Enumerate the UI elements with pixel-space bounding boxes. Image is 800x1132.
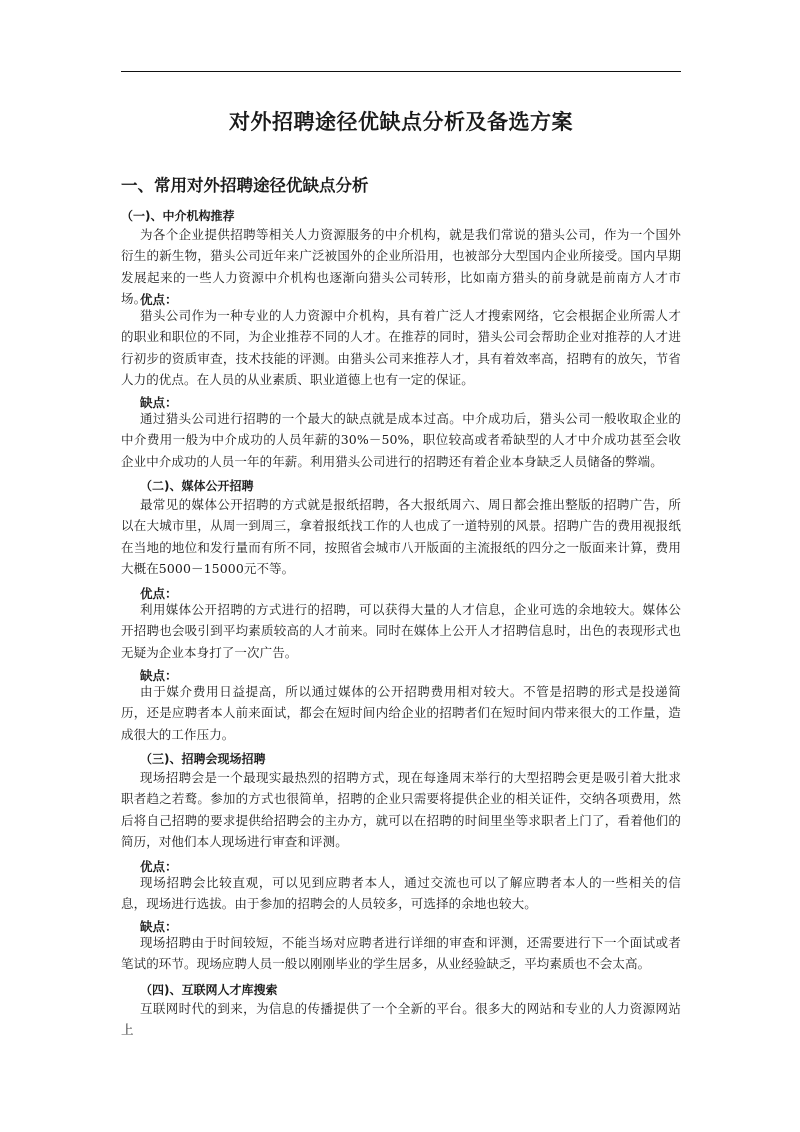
- paragraph-agency-intro: 为各个企业提供招聘等相关人力资源服务的中介机构，就是我们常说的猎头公司，作为一个国外衍生的新生物，猎头公司近年来广泛被国外的企业所沿用，也被部分大型国内企业所接受。国内早期发展起来的一些人力资源中介机构也逐渐向猎头公司转形，比如南方猎头的前身就是前南方人才市场。: [121, 227, 681, 307]
- label-cons-job-fair: 缺点：: [140, 919, 178, 934]
- label-cons-agency: 缺点：: [140, 395, 178, 410]
- label-pros-job-fair: 优点：: [140, 859, 178, 874]
- header-rule: [121, 71, 681, 72]
- paragraph-job-fair-cons: 现场招聘由于时间较短，不能当场对应聘者进行详细的审查和评测，还需要进行下一个面试或者笔试的环节。现场应聘人员一般以刚刚毕业的学生居多，从业经验缺乏，平均素质也不会太高。: [121, 935, 681, 972]
- paragraph-media-pros: 利用媒体公开招聘的方式进行的招聘，可以获得大量的人才信息，企业可选的余地较大。媒体公开招聘也会吸引到平均素质较高的人才前来。同时在媒体上公开人才招聘信息时，出色的表现形式也无疑为企业本身打了一次广告。: [121, 602, 681, 660]
- label-pros-media: 优点：: [140, 586, 178, 601]
- subsection-heading-job-fair: （三)、招聘会现场招聘: [140, 752, 266, 766]
- paragraph-agency-pros: 猎头公司作为一种专业的人力资源中介机构，具有着广泛人才搜索网络，它会根据企业所需人才的职业和职位的不同，为企业推荐不同的人才。在推荐的同时，猎头公司会帮助企业对推荐的人才进行初步的资质审查，技术技能的评测。由猎头公司来推荐人才，具有着效率高，招聘有的放矢，节省人力的优点。在人员的从业素质、职业道德上也有一定的保证。: [121, 308, 681, 388]
- label-pros-agency: 优点：: [140, 292, 178, 307]
- paragraph-media-intro: 最常见的媒体公开招聘的方式就是报纸招聘，各大报纸周六、周日都会推出整版的招聘广告，所以在大城市里，从周一到周三，拿着报纸找工作的人也成了一道特别的风景。招聘广告的费用视报纸在当地的地位和发行量而有所不同，按照省会城市八开版面的主流报纸的四分之一版面来计算，费用大概在5000－15000元不等。: [121, 497, 681, 577]
- paragraph-agency-cons: 通过猎头公司进行招聘的一个最大的缺点就是成本过高。中介成功后，猎头公司一般收取企业的中介费用一般为中介成功的人员年薪的30%－50%，职位较高或者希缺型的人才中介成功甚至会收企业中介成功的人员一年的年薪。利用猎头公司进行的招聘还有着企业本身缺乏人员储备的弊端。: [121, 411, 681, 469]
- label-cons-media: 缺点：: [140, 668, 178, 683]
- section-heading-1: 一、常用对外招聘途径优缺点分析: [121, 176, 369, 195]
- subsection-heading-media: （二)、媒体公开招聘: [140, 479, 254, 493]
- paragraph-job-fair-intro: 现场招聘会是一个最现实最热烈的招聘方式，现在每逢周末举行的大型招聘会更是吸引着大批求职者趋之若鹜。参加的方式也很简单，招聘的企业只需要将提供企业的相关证件，交纳各项费用，然后将自己招聘的要求提供给招聘会的主办方，就可以在招聘的时间里坐等求职者上门了，看着他们的简历，对他们本人现场进行审查和评测。: [121, 770, 681, 850]
- document-title: 对外招聘途径优缺点分析及备选方案: [229, 110, 573, 134]
- paragraph-internet-intro: 互联网时代的到来，为信息的传播提供了一个全新的平台。很多大的网站和专业的人力资源网站上: [121, 1001, 681, 1038]
- paragraph-media-cons: 由于媒介费用日益提高，所以通过媒体的公开招聘费用相对较大。不管是招聘的形式是投递简历，还是应聘者本人前来面试，都会在短时间内给企业的招聘者们在短时间内带来很大的工作量，造成很大的工作压力。: [121, 684, 681, 742]
- paragraph-job-fair-pros: 现场招聘会比较直观，可以见到应聘者本人，通过交流也可以了解应聘者本人的一些相关的信息，现场进行选拔。由于参加的招聘会的人员较多，可选择的余地也较大。: [121, 875, 681, 912]
- subsection-heading-agency: （一)、中介机构推荐: [121, 209, 235, 223]
- subsection-heading-internet: （四)、互联网人才库搜索: [140, 983, 278, 997]
